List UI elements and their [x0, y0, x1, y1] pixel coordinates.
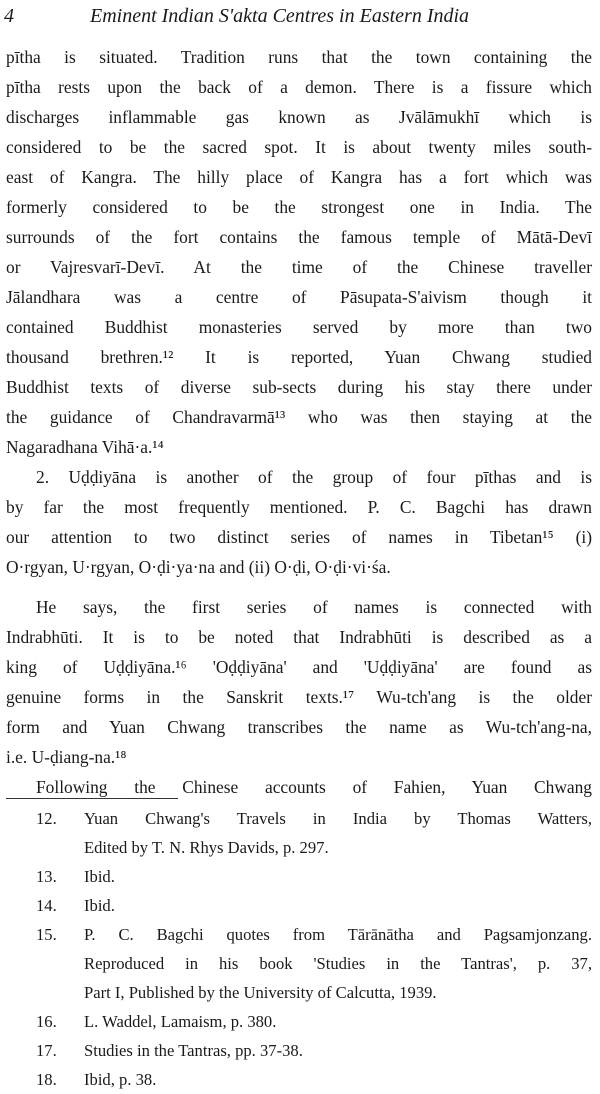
body-line: i.e. U-ḍiang-na.¹⁸ — [6, 747, 127, 767]
footnote-divider — [6, 798, 178, 799]
body-line: the guidance of Chandravarmā¹³ who was then staying at the — [6, 407, 592, 427]
body-line: 2. Uḍḍiyāna is another of the group of four pīthas and is — [36, 467, 592, 487]
footnote-line: Part I, Published by the University of Calcutta, 1939. — [84, 983, 437, 1002]
body-line: king of Uḍḍiyāna.¹⁶ 'Oḍḍiyāna' and 'Uḍḍiyāna' are found as — [6, 657, 592, 677]
body-line: form and Yuan Chwang transcribes the name as Wu-tch'ang-na, — [6, 717, 592, 737]
body-line: Buddhist texts of diverse sub-sects during his stay there under — [6, 377, 592, 397]
body-line: our attention to two distinct series of names in Tibetan¹⁵ (i) — [6, 527, 592, 547]
footnote-12 — [6, 804, 592, 862]
footnote-18 — [6, 1065, 592, 1094]
footnote-number: 14. — [36, 896, 57, 915]
footnote-number: 18. — [36, 1070, 57, 1089]
body-line: discharges inflammable gas known as Jvālāmukhī which is — [6, 107, 592, 127]
page-header — [4, 2, 594, 30]
body-line: or Vajresvarī-Devī. At the time of the Chinese traveller — [6, 257, 592, 277]
body-line: by far the most frequently mentioned. P. C. Bagchi has drawn — [6, 497, 592, 517]
running-title: Eminent Indian S'akta Centres in Eastern India — [90, 5, 470, 27]
footnote-number: 16. — [36, 1012, 57, 1031]
body-line: pītha rests upon the back of a demon. There is a fissure which — [6, 77, 592, 97]
footnote-17 — [6, 1036, 592, 1065]
body-line: thousand brethren.¹² It is reported, Yuan Chwang studied — [6, 347, 592, 367]
footnote-14 — [6, 891, 592, 920]
footnotes — [6, 804, 592, 1094]
footnote-number: 13. — [36, 867, 57, 886]
footnote-line: Studies in the Tantras, pp. 37-38. — [84, 1041, 303, 1060]
footnote-13 — [6, 862, 592, 891]
body-line: surrounds of the fort contains the famous temple of Mātā-Devī — [6, 227, 592, 247]
body-line: considered to be the sacred spot. It is about twenty miles south- — [6, 137, 592, 157]
body-line: Jālandhara was a centre of Pāsupata-S'aivism though it — [6, 287, 592, 307]
footnote-line: Reproduced in his book 'Studies in the Tantras', p. 37, — [84, 954, 592, 973]
body-line: contained Buddhist monasteries served by more than two — [6, 317, 592, 337]
footnote-line: Yuan Chwang's Travels in India by Thomas Watters, — [84, 809, 592, 828]
body-line: formerly considered to be the strongest one in India. The — [6, 197, 592, 217]
footnote-15 — [6, 920, 592, 1007]
body-text — [6, 42, 592, 802]
footnote-16 — [6, 1007, 592, 1036]
footnote-number: 12. — [36, 809, 57, 828]
page-number: 4 — [4, 5, 14, 27]
footnote-line: L. Waddel, Lamaism, p. 380. — [84, 1012, 277, 1031]
footnote-line: Edited by T. N. Rhys Davids, p. 297. — [84, 838, 329, 857]
body-line: He says, the first series of names is connected with — [36, 597, 592, 617]
body-line: east of Kangra. The hilly place of Kangra has a fort which was — [6, 167, 592, 187]
footnote-line: Ibid. — [84, 896, 115, 915]
footnote-line: Ibid, p. 38. — [84, 1070, 157, 1089]
body-line: Nagaradhana Vihā·a.¹⁴ — [6, 437, 164, 457]
body-line: Following the Chinese accounts of Fahien, Yuan Chwang — [36, 777, 592, 797]
body-line: pītha is situated. Tradition runs that the town containing the — [6, 47, 592, 67]
footnote-line: P. C. Bagchi quotes from Tārānātha and Pagsamjonzang. — [84, 925, 592, 944]
body-line: genuine forms in the Sanskrit texts.¹⁷ Wu-tch'ang is the older — [6, 687, 592, 707]
footnote-number: 15. — [36, 925, 57, 944]
footnote-number: 17. — [36, 1041, 57, 1060]
body-line: O·rgyan, U·rgyan, O·ḍi·ya·na and (ii) O·ḍi, O·ḍi·vi·śa. — [6, 557, 391, 577]
body-line: Indrabhūti. It is to be noted that Indrabhūti is described as a — [6, 627, 592, 647]
footnote-line: Ibid. — [84, 867, 115, 886]
